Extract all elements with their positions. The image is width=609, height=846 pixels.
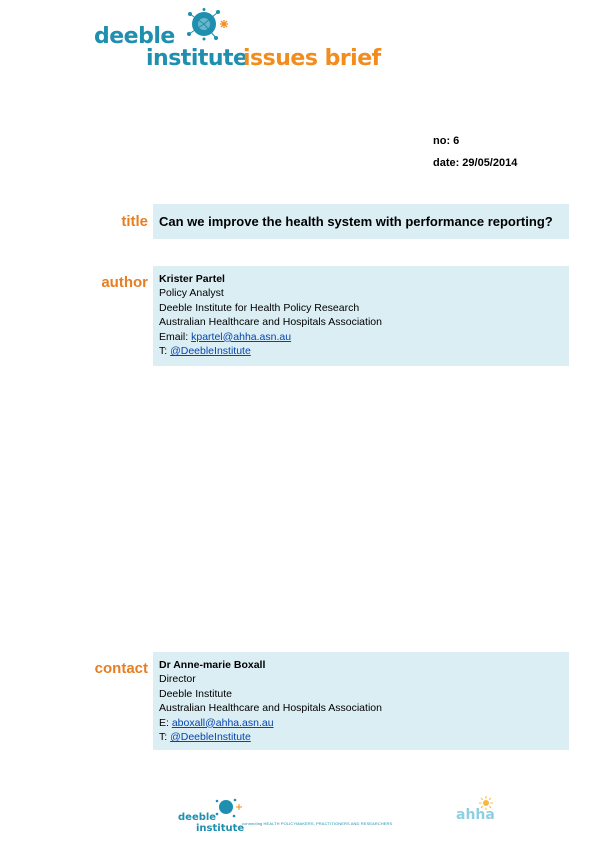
author-label: author — [101, 274, 148, 291]
logo-word-issues-brief: issues brief — [243, 46, 381, 71]
brief-title: Can we improve the health system with performance reporting? — [159, 214, 553, 229]
footer-tagline: connecting HEALTH POLICYMAKERS, PRACTITIONERS AND RESEARCHERS — [242, 821, 393, 826]
issue-date-label: date: — [433, 157, 460, 169]
contact-name: Dr Anne-marie Boxall — [159, 659, 266, 671]
contact-org-2: Australian Healthcare and Hospitals Association — [159, 702, 382, 715]
title-label: title — [121, 213, 148, 230]
contact-label: contact — [94, 660, 148, 677]
author-email-link[interactable]: kpartel@ahha.asn.au — [191, 330, 292, 343]
footer-logo-word-deeble: deeble — [178, 812, 217, 823]
author-twitter-label: T: — [159, 345, 168, 358]
contact-email-link[interactable]: aboxall@ahha.asn.au — [171, 716, 274, 729]
deeble-network-icon — [213, 797, 243, 819]
contact-twitter-row — [159, 730, 382, 744]
contact-position: Director — [159, 673, 196, 686]
contact-org-1: Deeble Institute — [159, 687, 232, 700]
issue-number-label: no: — [433, 135, 451, 147]
author-box — [153, 266, 569, 366]
contact-box — [153, 652, 569, 750]
footer-deeble-logo — [178, 797, 393, 837]
author-email-label: Email: — [159, 330, 189, 343]
title-box — [153, 204, 569, 239]
ahha-wordmark: ahha — [456, 807, 495, 823]
author-twitter-link[interactable]: @DeebleInstitute — [170, 345, 251, 358]
footer-logo-word-institute: institute — [196, 823, 245, 834]
contact-email-label: E: — [159, 716, 169, 729]
issue-date — [433, 157, 517, 169]
deeble-institute-logo — [94, 8, 384, 74]
contact-twitter-link[interactable]: @DeebleInstitute — [170, 731, 251, 744]
author-name: Krister Partel — [159, 273, 225, 285]
author-org-2: Australian Healthcare and Hospitals Association — [159, 316, 382, 329]
contact-email-row — [159, 716, 382, 730]
author-position: Policy Analyst — [159, 287, 224, 300]
logo-word-deeble: deeble — [94, 24, 175, 49]
issue-number — [433, 135, 459, 147]
author-email-row — [159, 330, 382, 344]
deeble-network-icon — [184, 8, 230, 42]
author-twitter-row — [159, 344, 382, 358]
author-org-1: Deeble Institute for Health Policy Research — [159, 301, 360, 314]
issue-date-value: 29/05/2014 — [462, 157, 518, 169]
contact-twitter-label: T: — [159, 731, 168, 744]
ahha-logo — [454, 796, 504, 832]
logo-word-institute: institute — [146, 46, 248, 71]
issue-number-value: 6 — [453, 135, 460, 147]
